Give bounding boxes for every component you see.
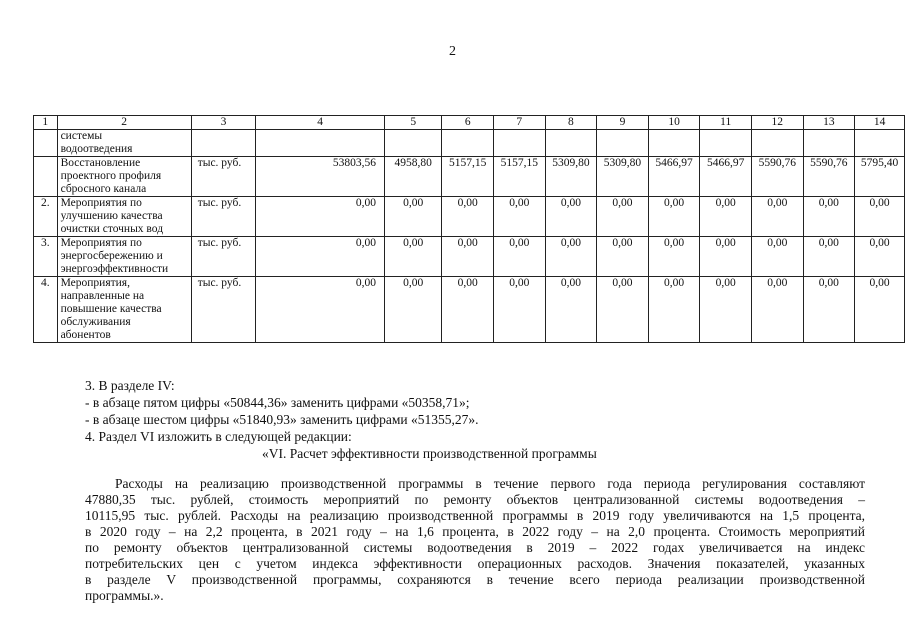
value-cell: 0,00 <box>855 237 905 277</box>
unit-cell: тыс. руб. <box>191 197 256 237</box>
column-header: 5 <box>385 116 442 130</box>
column-header: 7 <box>494 116 546 130</box>
value-cell <box>700 130 752 157</box>
value-cell: 0,00 <box>256 237 385 277</box>
column-header: 14 <box>855 116 905 130</box>
value-cell: 0,00 <box>751 277 803 343</box>
measure-name-line: Мероприятия, <box>60 277 130 289</box>
measure-name-cell <box>57 157 191 197</box>
column-header: 8 <box>545 116 597 130</box>
value-cell: 0,00 <box>803 197 855 237</box>
measure-name-line: проектного профиля <box>60 170 162 182</box>
row-number-cell: 2. <box>34 197 58 237</box>
value-cell: 0,00 <box>700 197 752 237</box>
column-header: 9 <box>597 116 649 130</box>
column-header: 1 <box>34 116 58 130</box>
value-cell: 5157,15 <box>494 157 546 197</box>
unit-cell: тыс. руб. <box>191 277 256 343</box>
table-row <box>34 130 905 157</box>
value-cell: 5590,76 <box>751 157 803 197</box>
row-number-cell <box>34 157 58 197</box>
unit-cell: тыс. руб. <box>191 157 256 197</box>
measure-name-cell <box>57 130 191 157</box>
value-cell: 0,00 <box>855 277 905 343</box>
value-cell <box>803 130 855 157</box>
value-cell: 0,00 <box>545 237 597 277</box>
column-header: 6 <box>442 116 494 130</box>
value-cell: 0,00 <box>385 197 442 237</box>
paragraph-line: 47880,35 тыс. рублей, стоимость мероприятий по ремонту объектов централизованной системы водоотведения – <box>85 492 865 507</box>
value-cell: 0,00 <box>545 197 597 237</box>
value-cell: 0,00 <box>442 277 494 343</box>
value-cell: 0,00 <box>597 237 649 277</box>
measure-name-line: системы <box>60 130 103 142</box>
value-cell: 0,00 <box>803 237 855 277</box>
row-number-cell: 3. <box>34 237 58 277</box>
column-header: 3 <box>191 116 256 130</box>
measure-name-cell <box>57 277 191 343</box>
value-cell: 5590,76 <box>803 157 855 197</box>
unit-cell <box>191 130 256 157</box>
value-cell <box>597 130 649 157</box>
amendment-item: - в абзаце шестом цифры «51840,93» заменить цифрами «51355,27». <box>85 412 479 427</box>
value-cell: 0,00 <box>256 197 385 237</box>
measure-name-line: обслуживания <box>60 316 131 328</box>
column-header: 4 <box>256 116 385 130</box>
measure-name-line: Мероприятия по <box>60 197 142 209</box>
page-number: 2 <box>449 44 456 59</box>
value-cell: 5309,80 <box>545 157 597 197</box>
measure-name-line: улучшению качества <box>60 210 163 222</box>
value-cell: 0,00 <box>545 277 597 343</box>
paragraph-line: 10115,95 тыс. рублей. Расходы на реализацию производственной программы в 2019 году увеличиваются на 1,5 процента, <box>85 508 865 523</box>
value-cell <box>385 130 442 157</box>
value-cell <box>751 130 803 157</box>
value-cell <box>494 130 546 157</box>
measure-name-line: направленные на <box>60 290 145 302</box>
value-cell: 0,00 <box>751 197 803 237</box>
measure-name-line: Восстановление <box>60 157 141 169</box>
measure-name-cell <box>57 237 191 277</box>
value-cell: 0,00 <box>494 277 546 343</box>
measure-name-line: абонентов <box>60 329 111 341</box>
measure-name-line: очистки сточных вод <box>60 223 164 235</box>
measure-name-line: энергоэффективности <box>60 263 169 275</box>
value-cell: 0,00 <box>597 197 649 237</box>
value-cell: 0,00 <box>385 237 442 277</box>
value-cell <box>855 130 905 157</box>
value-cell: 0,00 <box>700 277 752 343</box>
value-cell: 5466,97 <box>700 157 752 197</box>
measure-name-line: энергосбережению и <box>60 250 163 262</box>
value-cell: 0,00 <box>256 277 385 343</box>
column-header: 11 <box>700 116 752 130</box>
section-vi-instruction: 4. Раздел VI изложить в следующей редакции: <box>85 429 352 444</box>
value-cell <box>648 130 700 157</box>
column-header: 12 <box>751 116 803 130</box>
table-row <box>34 237 905 277</box>
paragraph-line: по ремонту объектов централизованной системы водоотведения в 2019 – 2022 годах увеличивается на индекс <box>85 540 865 555</box>
value-cell: 0,00 <box>442 237 494 277</box>
amendment-lines <box>85 377 597 462</box>
value-cell: 0,00 <box>751 237 803 277</box>
value-cell: 0,00 <box>855 197 905 237</box>
value-cell: 0,00 <box>494 237 546 277</box>
value-cell: 53803,56 <box>256 157 385 197</box>
column-header: 10 <box>648 116 700 130</box>
program-expenses-table <box>33 115 905 343</box>
value-cell: 0,00 <box>648 197 700 237</box>
unit-cell: тыс. руб. <box>191 237 256 277</box>
paragraph-line: Расходы на реализацию производственной программы в течение первого года периода регулирования составляют <box>115 476 865 491</box>
value-cell: 5157,15 <box>442 157 494 197</box>
section-iv-heading: 3. В разделе IV: <box>85 378 175 393</box>
value-cell: 0,00 <box>700 237 752 277</box>
value-cell <box>442 130 494 157</box>
section-vi-paragraph <box>85 476 865 604</box>
value-cell: 5309,80 <box>597 157 649 197</box>
value-cell <box>545 130 597 157</box>
value-cell: 0,00 <box>494 197 546 237</box>
amendment-item: - в абзаце пятом цифры «50844,36» заменить цифрами «50358,71»; <box>85 395 470 410</box>
column-header: 13 <box>803 116 855 130</box>
value-cell: 4958,80 <box>385 157 442 197</box>
row-number-cell: 4. <box>34 277 58 343</box>
paragraph-line: в 2020 году – на 2,2 процента, в 2021 году – на 1,6 процента, в 2022 году – на 2,0 процента. Стоимость мероприятий <box>85 524 865 539</box>
value-cell: 0,00 <box>648 237 700 277</box>
measure-name-line: повышение качества <box>60 303 162 315</box>
column-header: 2 <box>57 116 191 130</box>
value-cell: 0,00 <box>648 277 700 343</box>
measure-name-line: Мероприятия по <box>60 237 142 249</box>
paragraph-line: в разделе V производственной программы, сохраняются в течение всего периода реализации производственной <box>85 572 865 587</box>
measure-name-line: сбросного канала <box>60 183 147 195</box>
value-cell: 0,00 <box>597 277 649 343</box>
section-vi-title: «VI. Расчет эффективности производственной программы <box>262 446 597 461</box>
value-cell: 0,00 <box>803 277 855 343</box>
table-header-row <box>34 116 905 130</box>
value-cell: 5795,40 <box>855 157 905 197</box>
table-row <box>34 157 905 197</box>
paragraph-line: программы.». <box>85 588 164 603</box>
table-row <box>34 277 905 343</box>
measure-name-line: водоотведения <box>60 143 133 155</box>
value-cell: 0,00 <box>442 197 494 237</box>
value-cell: 0,00 <box>385 277 442 343</box>
table-row <box>34 197 905 237</box>
value-cell: 5466,97 <box>648 157 700 197</box>
row-number-cell <box>34 130 58 157</box>
value-cell <box>256 130 385 157</box>
measure-name-cell <box>57 197 191 237</box>
paragraph-line: потребительских цен с учетом индекса эффективности операционных расходов. Значения показателей, указанных <box>85 556 865 571</box>
